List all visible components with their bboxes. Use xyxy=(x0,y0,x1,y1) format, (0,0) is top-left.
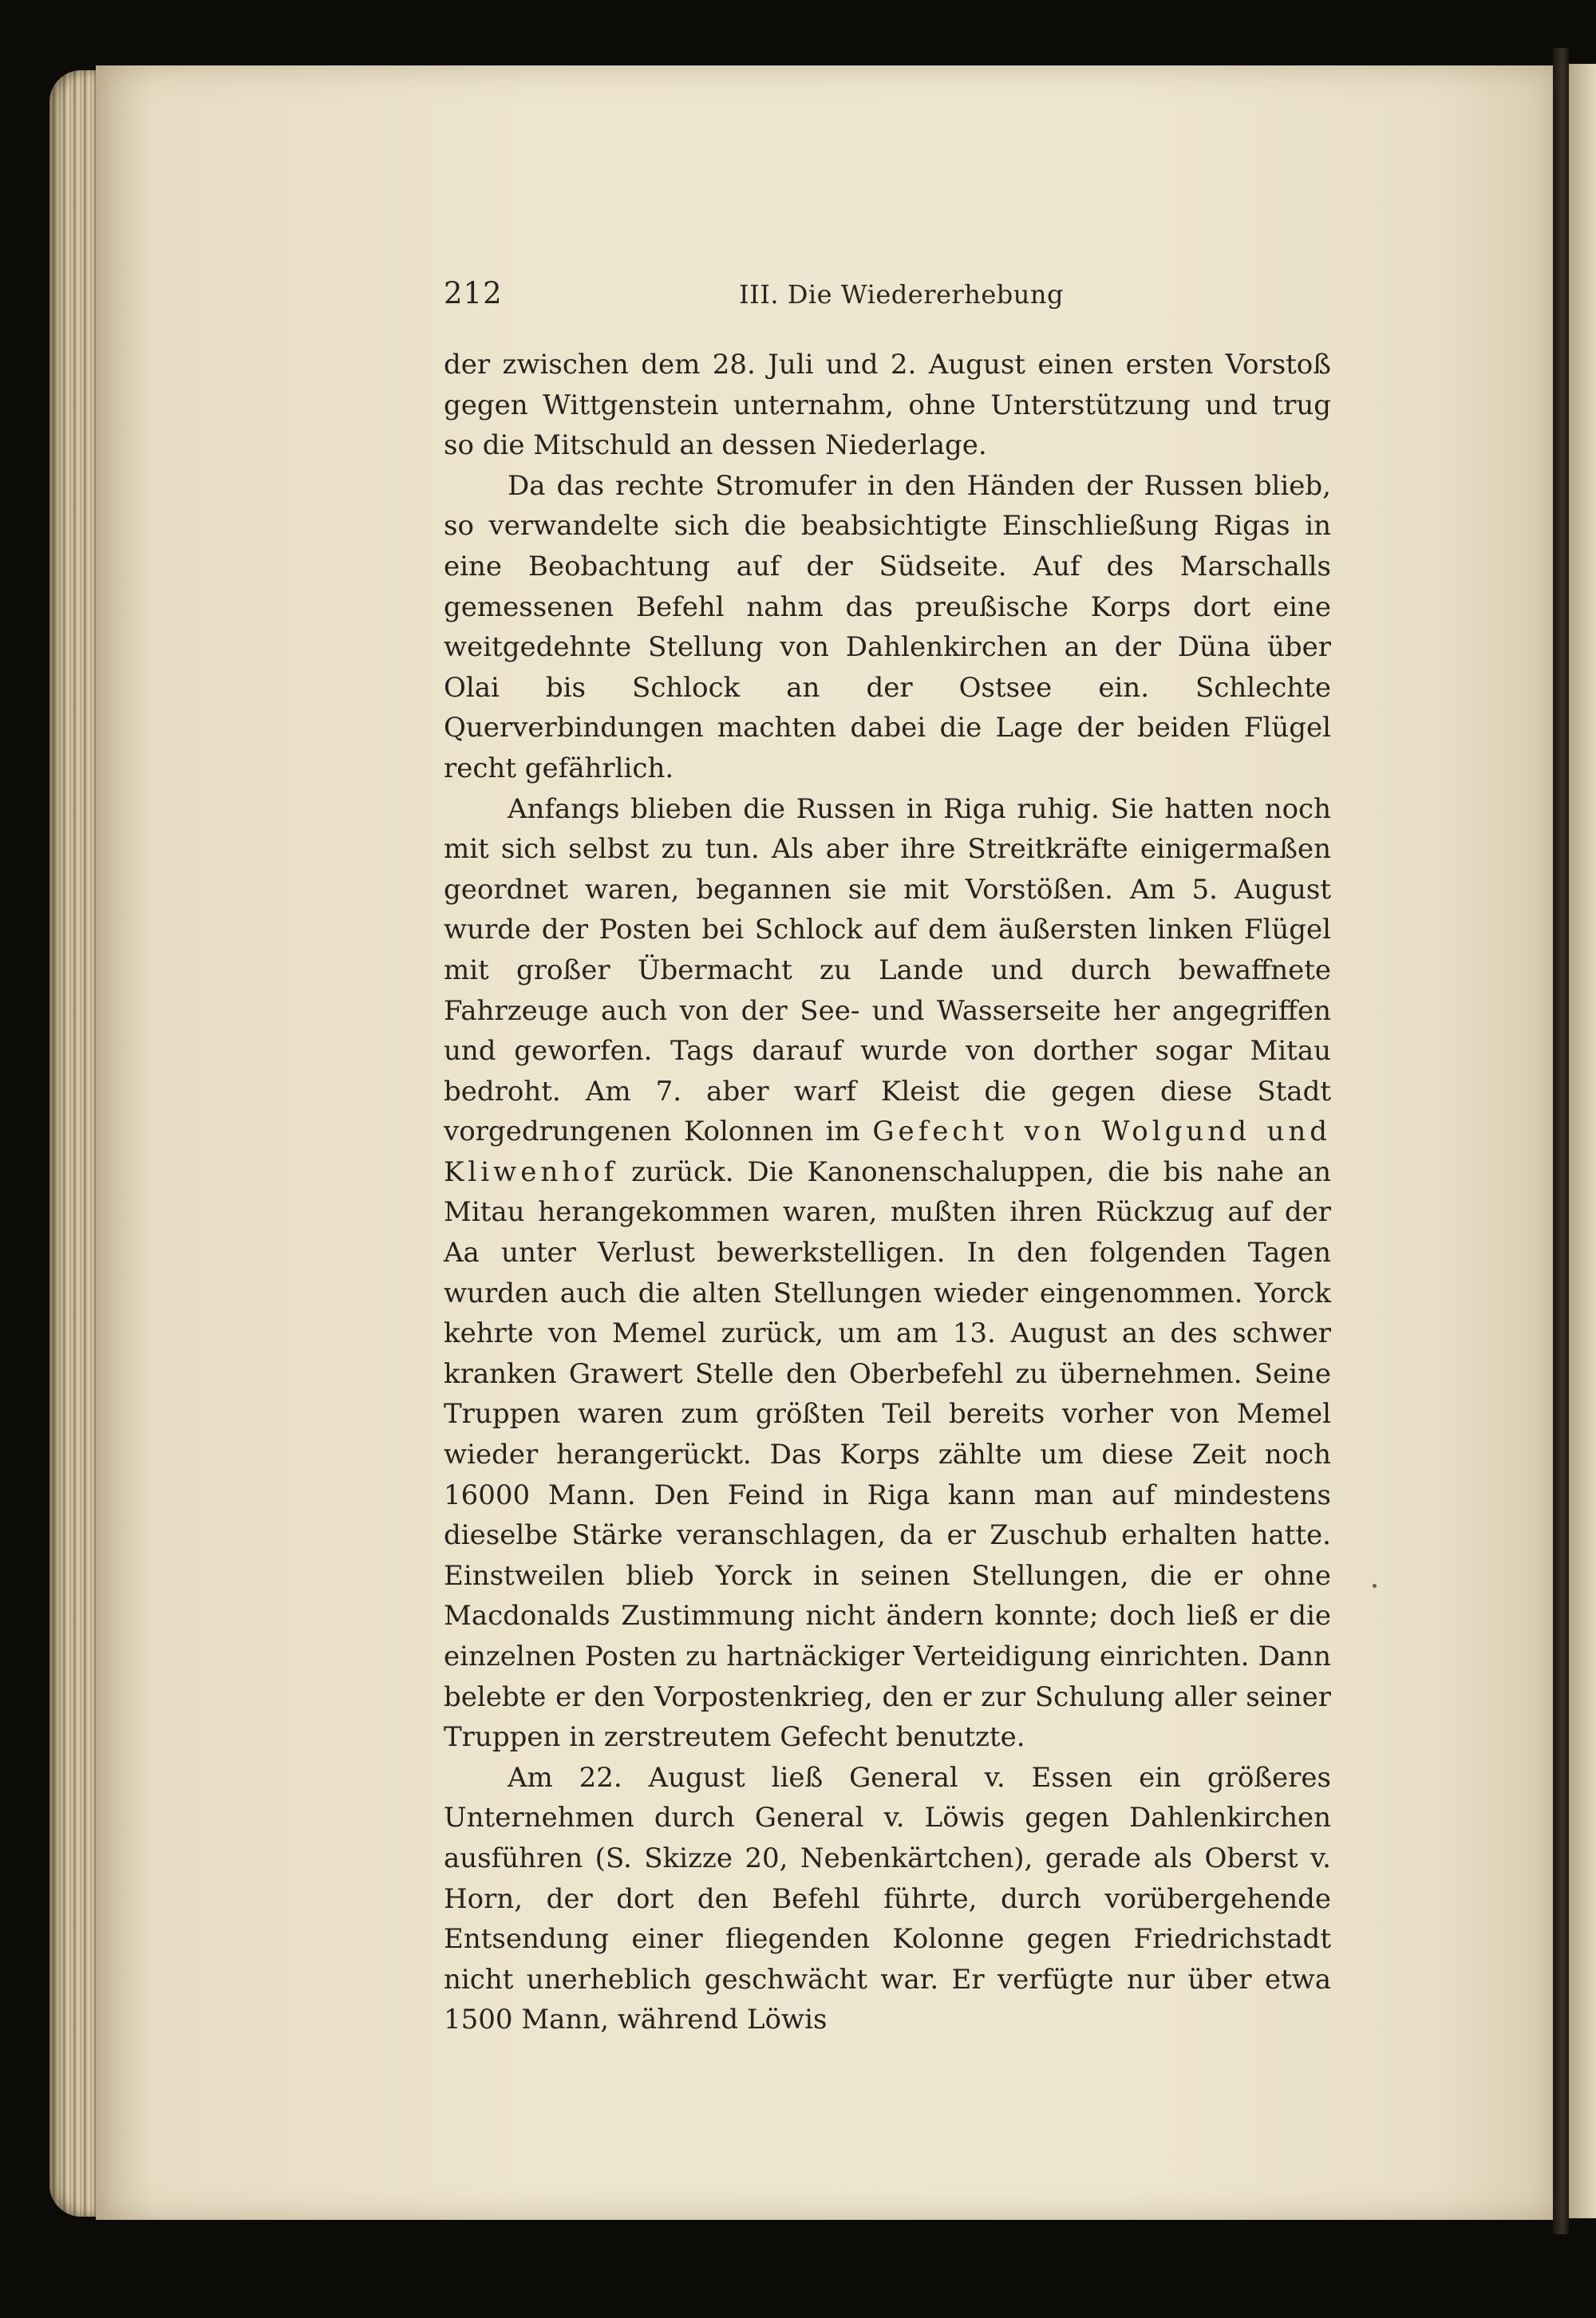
book-spine xyxy=(1553,48,1569,2234)
page-number: 212 xyxy=(444,276,503,310)
body-text xyxy=(444,345,1331,2040)
paragraph-3-part-1: Anfangs blieben die Russen in Riga ruhig. Sie hatten noch mit sich selbst zu tun. Als aber ihre Streitkräfte einigermaßen geordnet waren, begannen sie mit Vorstößen. Am 5. August wurde der Posten bei Schlock auf dem äußersten linken Flügel mit großer Übermacht zu Lande und durch bewaffnete Fahrzeuge auch von der See- und Wasserseite her angegriffen und geworfen. Tags darauf wurde von dorther sogar Mitau bedroht. Am 7. aber warf Kleist die gegen diese Stadt vorgedrungenen Kolonnen im xyxy=(444,792,1331,1148)
paragraph-3 xyxy=(444,789,1331,1758)
chapter-title: III. Die Wiedererhebung xyxy=(739,279,1064,310)
paragraph-4: Am 22. August ließ General v. Essen ein größeres Unternehmen durch General v. Löwis gegen Dahlenkirchen ausführen (S. Skizze 20, Nebenkärtchen), gerade als Oberst v. Horn, der dort den Befehl führte, durch vorübergehende Entsendung einer fliegenden Kolonne gegen Friedrichstadt nicht unerheblich geschwächt war. Er verfügte nur über etwa 1500 Mann, während Löwis xyxy=(444,1761,1331,2036)
paragraph-2: Da das rechte Stromufer in den Händen der Russen blieb, so verwandelte sich die beabsichtigte Einschließung Rigas in eine Beobachtung auf der Südseite. Auf des Marschalls gemessenen Befehl nahm das preußische Korps dort eine weitgedehnte Stellung von Dahlenkirchen an der Düna über Olai bis Schlock an der Ostsee ein. Schlechte Querverbindungen machten dabei die Lage der beiden Flügel recht gefährlich. xyxy=(444,469,1331,784)
spaced-battle-name: Gefecht von Wolgund und Kliwenhof xyxy=(444,1116,1332,1188)
print-speck xyxy=(1373,1584,1377,1588)
next-page-edge xyxy=(1569,64,1596,2218)
running-head xyxy=(444,273,1331,321)
paragraph-1: der zwischen dem 28. Juli und 2. August einen ersten Vorstoß gegen Wittgenstein unternahm, ohne Unterstützung und trug so die Mitschuld an dessen Niederlage. xyxy=(444,349,1331,462)
paragraph-3-part-2: zurück. Die Kanonenschaluppen, die bis nahe an Mitau herangekommen waren, mußten ihren Rückzug auf der Aa unter Verlust bewerkstelligen. In den folgenden Tagen wurden auch die alten Stellungen wieder eingenommen. Yorck kehrte von Memel zurück, um am 13. August an des schwer kranken Grawert Stelle den Oberbefehl zu übernehmen. Seine Truppen waren zum größten Teil bereits vorher von Memel wieder herangerückt. Das Korps zählte um diese Zeit noch 16000 Mann. Den Feind in Riga kann man auf mindestens dieselbe Stärke veranschlagen, da er Zuschub erhalten hatte. Einstweilen blieb Yorck in seinen Stellungen, die er ohne Macdonalds Zustimmung nicht ändern konnte; doch ließ er die einzelnen Posten zu hartnäckiger Verteidigung einrichten. Dann belebte er den Vorpostenkrieg, den er zur Schulung aller seiner Truppen in zerstreutem Gefecht benutzte. xyxy=(444,1155,1331,1754)
